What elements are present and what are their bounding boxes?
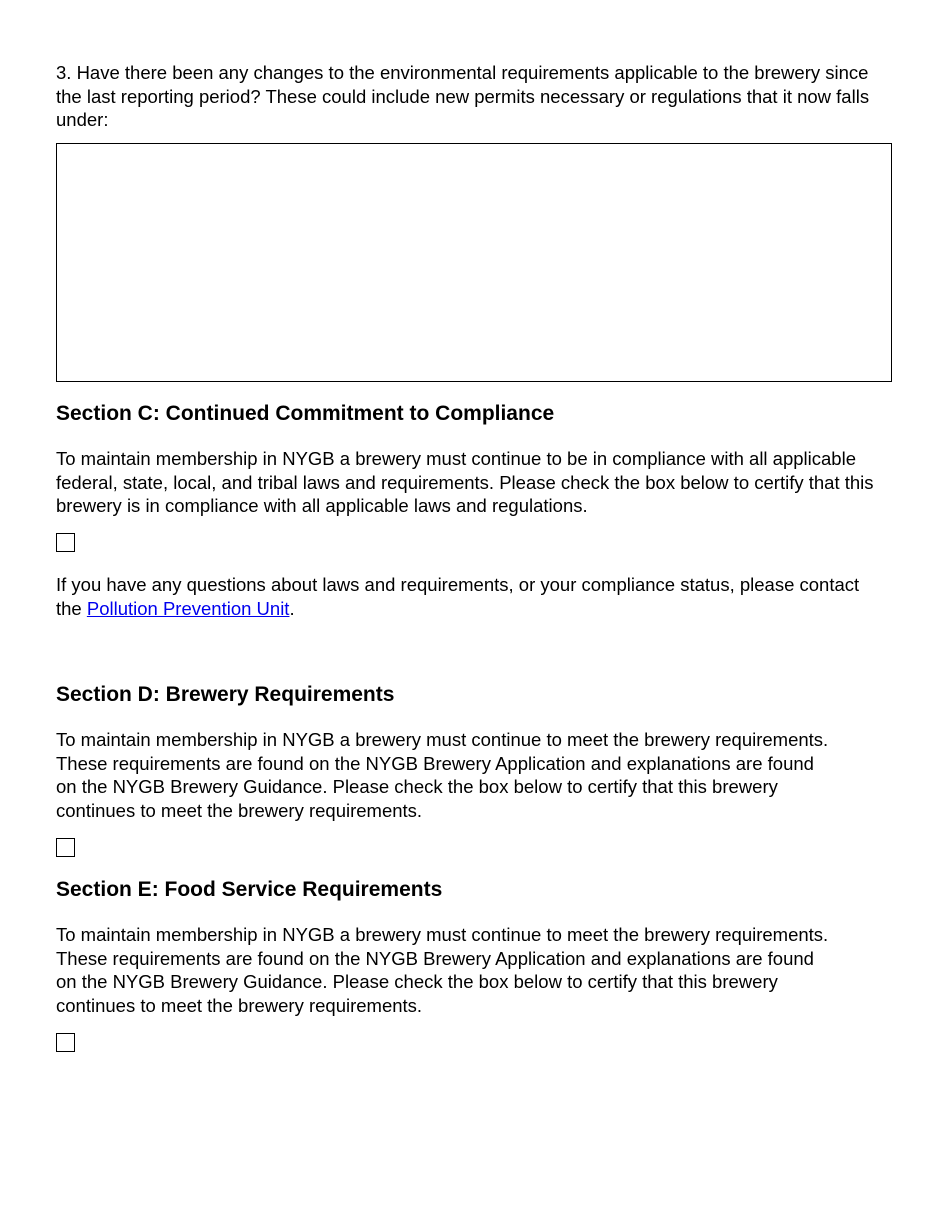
section-c-body: To maintain membership in NYGB a brewery must continue to be in compliance with all applicable federal, state, local, and tribal laws and requirements. Please check the box below to certify that this brewery is in compliance with all applicable laws and regulations. — [56, 448, 874, 516]
section-d-requirements-checkbox[interactable] — [56, 838, 75, 857]
section-d-heading: Section D: Brewery Requirements — [56, 683, 395, 706]
section-e-heading: Section E: Food Service Requirements — [56, 878, 443, 901]
section-d-body: To maintain membership in NYGB a brewery must continue to meet the brewery requirements. These requirements are found on the NYGB Brewery Application and explanations are found on the NYGB Brewery Guidance. Please check the box below to certify that this brewery continues to meet the brewery requirements. — [56, 729, 829, 821]
section-e-body: To maintain membership in NYGB a brewery must continue to meet the brewery requirements. These requirements are found on the NYGB Brewery Application and explanations are found on the NYGB Brewery Guidance. Please check the box below to certify that this brewery continues to meet the brewery requirements. — [56, 924, 829, 1016]
section-e-requirements-checkbox[interactable] — [56, 1033, 75, 1052]
section-c-compliance-checkbox[interactable] — [56, 533, 75, 552]
section-c-contact-text — [56, 573, 876, 620]
question-3-text: 3. Have there been any changes to the environmental requirements applicable to the brewery since the last reporting period? These could include new permits necessary or regulations that it now falls under: — [56, 62, 870, 130]
pollution-prevention-unit-link[interactable]: Pollution Prevention Unit — [86, 597, 290, 619]
contact-suffix: . — [289, 597, 295, 619]
section-c-heading: Section C: Continued Commitment to Compliance — [56, 402, 555, 425]
question-3-answer-box[interactable] — [56, 143, 892, 382]
contact-prefix: If you have any questions about laws and requirements, or your compliance status, please contact the — [56, 574, 860, 619]
